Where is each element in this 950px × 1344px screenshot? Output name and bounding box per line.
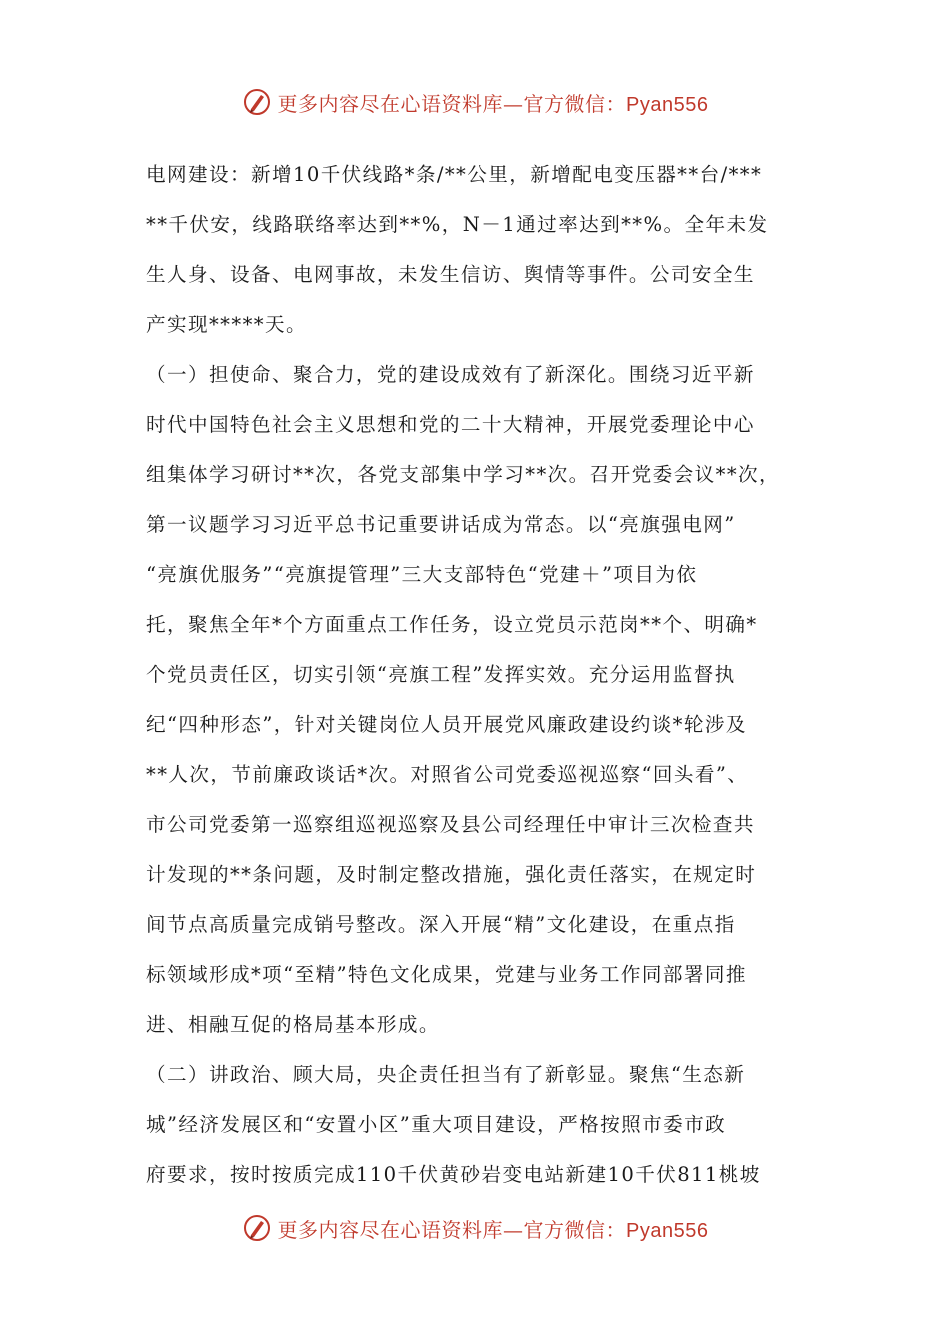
- text-line: 间节点高质量完成销号整改。深入开展“精”文化建设，在重点指: [146, 913, 736, 936]
- watermark-header: [0, 82, 950, 122]
- text-line: 府要求，按时按质完成110千伏黄砂岩变电站新建10千伏811桃坡: [146, 1163, 761, 1186]
- text-line: “亮旗优服务”“亮旗提管理”三大支部特色“党建＋”项目为依: [146, 563, 698, 586]
- document-body: [146, 150, 811, 1200]
- text-line: **人次，节前廉政谈话*次。对照省公司党委巡视巡察“回头看”、: [146, 763, 749, 786]
- text-line: 托，聚焦全年*个方面重点工作任务，设立党员示范岗**个、明确*: [146, 613, 758, 636]
- text-line: 生人身、设备、电网事故，未发生信访、舆情等事件。公司安全生: [146, 263, 755, 286]
- text-line: 纪“四种形态”，针对关键岗位人员开展党风廉政建设约谈*轮涉及: [146, 713, 747, 736]
- text-line: 时代中国特色社会主义思想和党的二十大精神，开展党委理论中心: [146, 413, 755, 436]
- text-line: 电网建设：新增10千伏线路*条/**公里，新增配电变压器**台/***: [146, 163, 763, 186]
- text-line: 城”经济发展区和“安置小区”重大项目建设，严格按照市委市政: [146, 1113, 727, 1136]
- text-line: 市公司党委第一巡察组巡视巡察及县公司经理任中审计三次检查共: [146, 813, 755, 836]
- watermark-footer: [0, 1208, 950, 1248]
- watermark-wechat: Pyan556: [626, 93, 709, 116]
- text-line: 进、相融互促的格局基本形成。: [146, 1013, 440, 1036]
- text-line: 标领域形成*项“至精”特色文化成果，党建与业务工作同部署同推: [146, 963, 747, 986]
- pen-logo-icon: [242, 1213, 272, 1243]
- text-line: 计发现的**条问题，及时制定整改措施，强化责任落实，在规定时: [146, 863, 757, 886]
- watermark-text: 更多内容尽在心语资料库—官方微信：Pyan556: [277, 1217, 709, 1242]
- watermark-text: 更多内容尽在心语资料库—官方微信：Pyan556: [277, 91, 709, 116]
- pen-logo-icon: [242, 87, 272, 117]
- text-line: （一）担使命、聚合力，党的建设成效有了新深化。围绕习近平新: [146, 363, 755, 386]
- text-line: 个党员责任区，切实引领“亮旗工程”发挥实效。充分运用监督执: [146, 663, 736, 686]
- watermark-wechat: Pyan556: [626, 1219, 709, 1242]
- text-line: （二）讲政治、顾大局，央企责任担当有了新彰显。聚焦“生态新: [146, 1063, 746, 1086]
- text-line: **千伏安，线路联络率达到**%，N－1通过率达到**%。全年未发: [146, 213, 769, 236]
- text-line: 第一议题学习习近平总书记重要讲话成为常态。以“亮旗强电网”: [146, 513, 736, 536]
- text-line: 产实现*****天。: [146, 313, 307, 336]
- text-line: 组集体学习研讨**次，各党支部集中学习**次。召开党委会议**次，: [146, 463, 781, 486]
